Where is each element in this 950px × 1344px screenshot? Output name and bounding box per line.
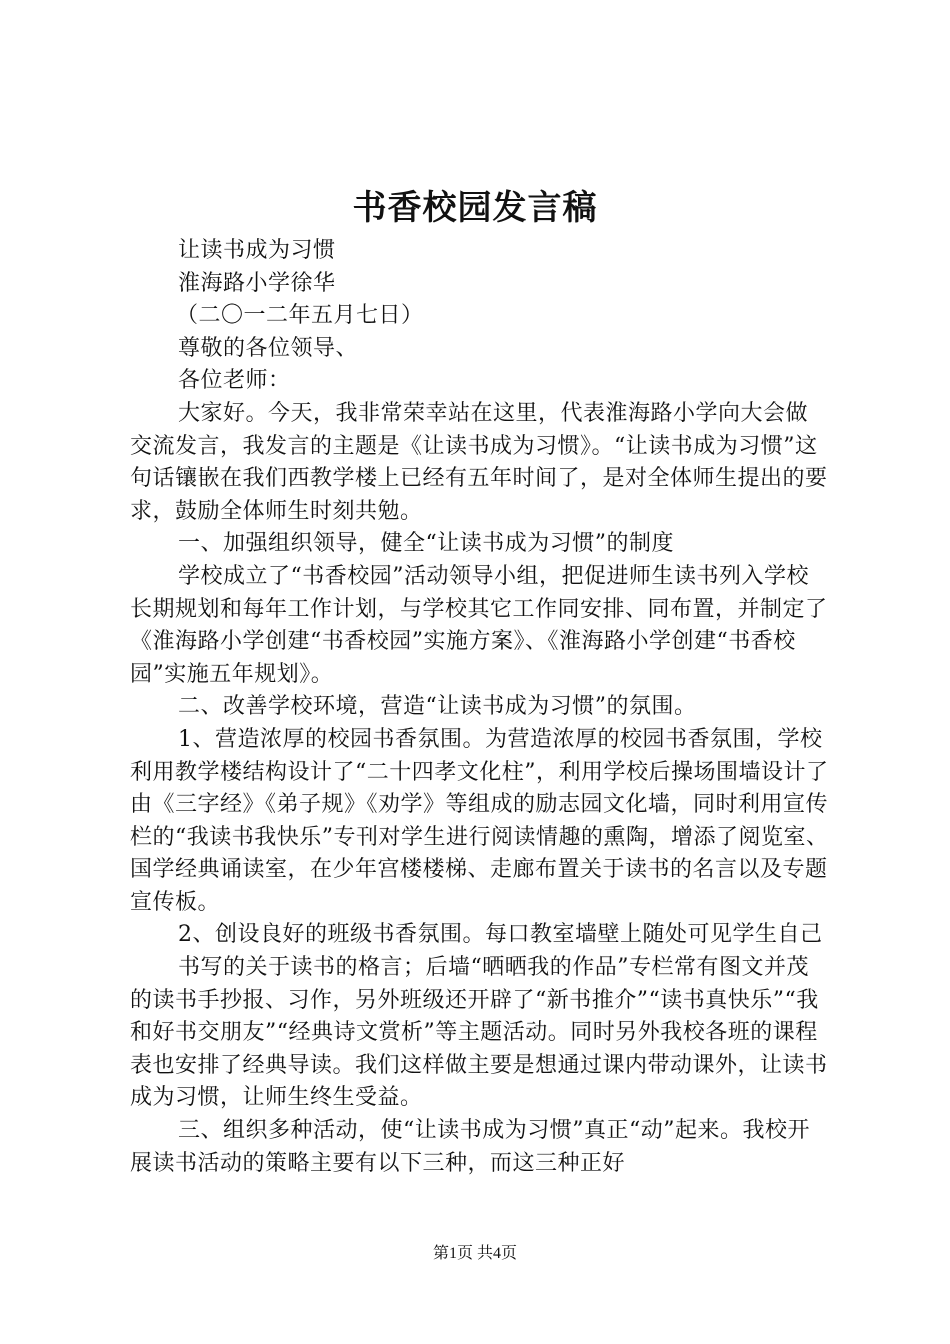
section-heading-3: 三、组织多种活动，使“让读书成为习惯”真正“动”起来。我校开展读书活动的策略主要有以下三种，而这三种正好 xyxy=(130,1118,810,1176)
paragraph-organization: 学校成立了“书香校园”活动领导小组，把促进师生读书列入学校长期规划和每年工作计划，与学校其它工作同安排、同布置，并制定了《淮海路小学创建“书香校园”实施方案》、《淮海路小学创建“书香校园”实施五年规划》。 xyxy=(130,563,828,687)
page-number-footer: 第1页 共4页 xyxy=(432,1245,517,1262)
speaker-line: 淮海路小学徐华 xyxy=(178,270,336,296)
paragraph-intro: 大家好。今天，我非常荣幸站在这里，代表淮海路小学向大会做交流发言，我发言的主题是《让读书成为习惯》。“让读书成为习惯”这句话镶嵌在我们西教学楼上已经有五年时间了，是对全体师生提出的要求，鼓励全体师生时刻共勉。 xyxy=(130,400,828,524)
paragraph-campus-atmosphere: 1、营造浓厚的校园书香氛围。为营造浓厚的校园书香氛围，学校利用教学楼结构设计了“二十四孝文化柱”，利用学校后操场围墙设计了由《三字经》《弟子规》《劝学》等组成的励志园文化墙，同时利用宣传栏的“我读书我快乐”专刊对学生进行阅读情趣的熏陶，增添了阅览室、国学经典诵读室，在少年宫楼楼梯、走廊布置关于读书的名言以及专题宣传板。 xyxy=(130,726,829,915)
document-title: 书香校园发言稿 xyxy=(352,188,598,228)
section-heading-2: 二、改善学校环境，营造“让读书成为习惯”的氛围。 xyxy=(178,694,697,720)
date-line: （二〇一二年五月七日） xyxy=(176,303,424,329)
salutation-teachers: 各位老师： xyxy=(178,368,291,394)
salutation-leaders: 尊敬的各位领导、 xyxy=(178,335,359,361)
speech-subtitle: 让读书成为习惯 xyxy=(178,238,336,263)
document-body xyxy=(130,235,830,1180)
paragraph-class-activities: 书写的关于读书的格言；后墙“晒晒我的作品”专栏常有图文并茂的读书手抄报、习作，另外班级还开辟了“新书推介”“读书真快乐”“我和好书交朋友”“经典诗文赏析”等主题活动。同时另外我校各班的课程表也安排了经典导读。我们这样做主要是想通过课内带动课外，让读书成为习惯，让师生终生受益。 xyxy=(130,955,828,1111)
section-heading-1: 一、加强组织领导，健全“让读书成为习惯”的制度 xyxy=(178,531,674,557)
paragraph-class-atmosphere: 2、创设良好的班级书香氛围。每口教室墙壁上随处可见学生自己 xyxy=(178,922,823,948)
